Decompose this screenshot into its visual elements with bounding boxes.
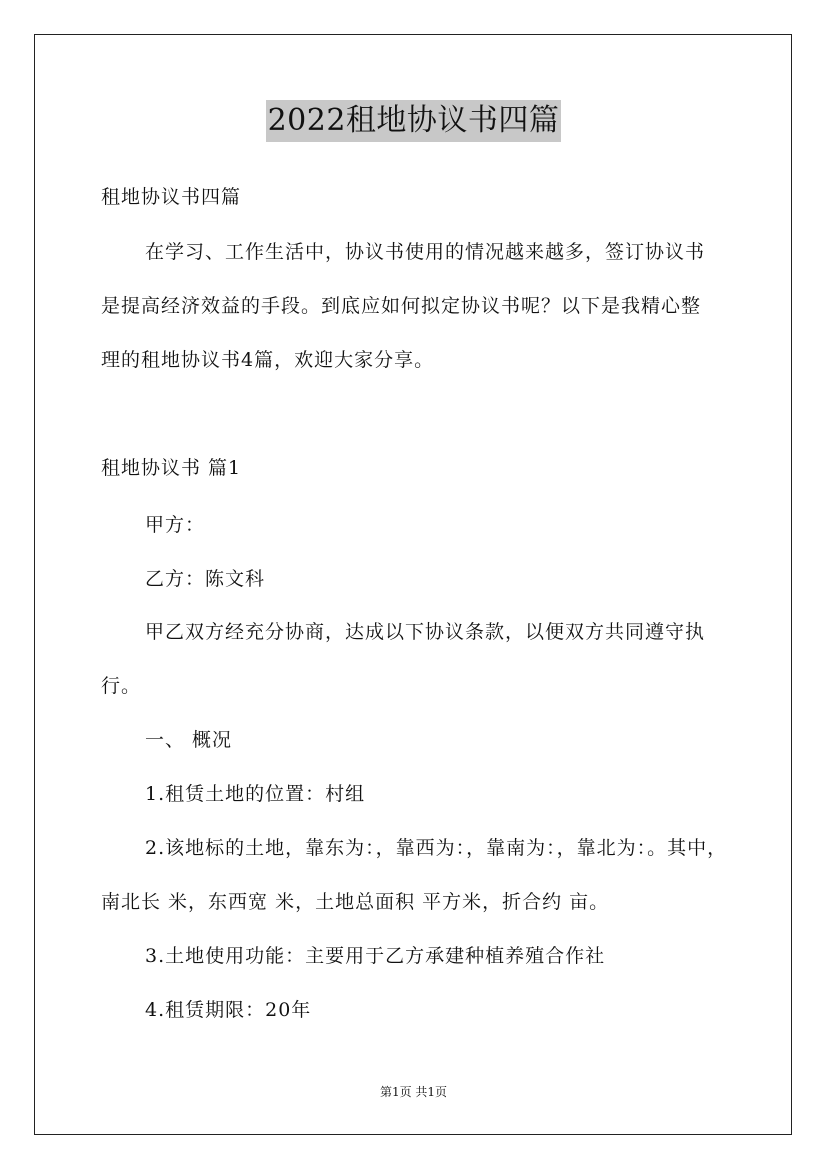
document-title-wrap [0,100,827,142]
party-a: 甲方： [145,514,206,536]
intro-paragraph-line-2: 是提高经济效益的手段。到底应如何拟定协议书呢？以下是我精心整 [101,295,702,317]
party-b: 乙方：陈文科 [145,568,266,590]
intro-paragraph-line-1: 在学习、工作生活中，协议书使用的情况越来越多，签订协议书 [145,241,706,263]
clause-item-4: 4.租赁期限：20年 [145,999,312,1021]
clause-heading: 一、 概况 [145,729,233,751]
agreement-line-1: 甲乙双方经充分协商，达成以下协议条款，以便双方共同遵守执 [145,621,706,643]
clause-item-3: 3.土地使用功能：主要用于乙方承建种植养殖合作社 [145,945,606,967]
clause-item-1: 1.租赁土地的位置：村组 [145,783,366,805]
page-footer: 第1页 共1页 [379,1085,448,1099]
clause-item-2-line-1: 2.该地标的土地，靠东为：，靠西为：，靠南为：，靠北为：。其中， [145,837,728,859]
document-subtitle: 租地协议书四篇 [101,186,242,208]
clause-item-2-line-2: 南北长 米，东西宽 米，土地总面积 平方米，折合约 亩。 [101,891,610,913]
document-title: 2022租地协议书四篇 [266,100,562,142]
intro-paragraph-line-3: 理的租地协议书4篇，欢迎大家分享。 [101,349,435,371]
section-heading: 租地协议书 篇1 [101,457,242,479]
agreement-line-2: 行。 [101,675,142,697]
